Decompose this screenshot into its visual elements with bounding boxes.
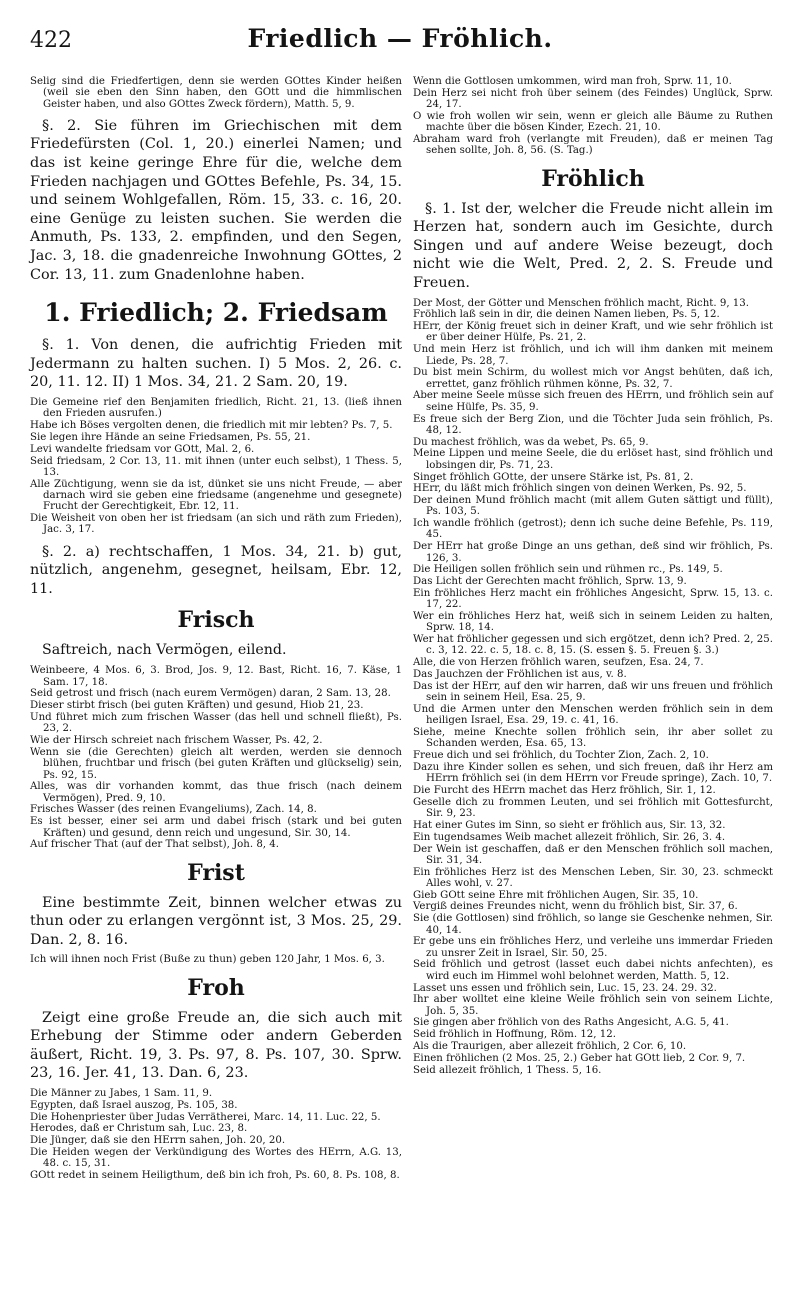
entry: Das ist der HErr, auf den wir harren, daß wir uns freuen und fröhlich sein in seinem Heil, Esa. 25, 9. <box>413 680 773 704</box>
entry: Ein fröhliches Herz macht ein fröhliches Angesicht, Sprw. 15, 13. c. 17, 22. <box>413 587 773 611</box>
paragraph: §. 1. Von denen, die aufrichtig Frieden mit Jedermann zu halten suchen. I) 5 Mos. 2, 26. c. 20, 11. 12. II) 1 Mos. 34, 21. 2 Sam. 20, 19. <box>30 337 402 391</box>
entry: Der HErr hat große Dinge an uns gethan, deß sind wir fröhlich, Ps. 126, 3. <box>413 541 773 564</box>
entry: Sie (die Gottlosen) sind fröhlich, so lange sie Geschenke nehmen, Sir. 40, 14. <box>413 913 773 936</box>
entry: GOtt redet in seinem Heiligthum, deß bin ich froh, Ps. 60, 8. Ps. 108, 8. <box>30 1170 400 1182</box>
entry: Alle Züchtigung, wenn sie da ist, dünket sie uns nicht Freude, — aber darnach wird sie geben eine friedsame (angenehme und gesegnete) Frucht der Gerechtigkeit, Ebr. 12, 11. <box>30 478 402 513</box>
entry: Die Heiligen sollen fröhlich sein und rühmen rc., Ps. 149, 5. <box>413 564 723 576</box>
entry: Und führet mich zum frischen Wasser (das hell und schnell fließt), Ps. 23, 2. <box>30 712 402 735</box>
section-heading: Fröhlich <box>541 165 645 192</box>
entry: Einen fröhlichen (2 Mos. 25, 2.) Geber hat GOtt lieb, 2 Cor. 9, 7. <box>413 1052 746 1064</box>
paragraph: Eine bestimmte Zeit, binnen welcher etwas zu thun oder zu erlangen vergönnt ist, 3 Mos. 25, 29. Dan. 2, 8. 16. <box>30 894 402 948</box>
entry: Freue dich und sei fröhlich, du Tochter Zion, Zach. 2, 10. <box>413 750 709 762</box>
section-heading: Froh <box>187 974 245 1001</box>
entry: Aber meine Seele müsse sich freuen des HErrn, und fröhlich sein auf seine Hülfe, Ps. 35, 9. <box>413 390 773 413</box>
entry: Ein fröhliches Herz ist des Menschen Leben, Sir. 30, 23. schmeckt Alles wohl, v. 27. <box>413 866 773 889</box>
entry: O wie froh wollen wir sein, wenn er gleich alle Bäume zu Ruthen machte über die bösen Kinder, Ezech. 21, 10. <box>413 110 773 134</box>
entry: Dazu ihre Kinder sollen es sehen, und sich freuen, daß ihr Herz am HErrn fröhlich sei (in dem HErrn vor Freude springe), Zach. 10, 7. <box>413 761 773 785</box>
entry: Die Männer zu Jabes, 1 Sam. 11, 9. <box>30 1088 213 1100</box>
entry: Das Licht der Gerechten macht fröhlich, Sprw. 13, 9. <box>413 576 687 588</box>
entry: Und die Armen unter den Menschen werden fröhlich sein in dem heiligen Israel, Esa. 29, 19. c. 41, 16. <box>413 703 773 727</box>
entry: Dieser stirbt frisch (bei guten Kräften) und gesund, Hiob 21, 23. <box>30 700 364 712</box>
entry: Wenn sie (die Gerechten) gleich alt werden, werden sie dennoch blühen, fruchtbar und frisch (bei guten Kräften und glückselig) sein, Ps. 92, 15. <box>30 746 402 781</box>
entry: Weinbeere, 4 Mos. 6, 3. Brod, Jos. 9, 12. Bast, Richt. 16, 7. Käse, 1 Sam. 17, 18. <box>30 665 402 688</box>
page-header <box>30 16 770 56</box>
section-heading: 1. Friedlich; 2. Friedsam <box>44 298 388 328</box>
entry: Habe ich Böses vergolten denen, die friedlich mit mir lebten? Ps. 7, 5. <box>30 420 393 432</box>
entry: Frisches Wasser (des reinen Evangeliums), Zach. 14, 8. <box>30 804 317 816</box>
entry: Seid fröhlich und getrost (lasset euch dabei nichts anfechten), es wird euch im Himmel wohl belohnet werden, Matth. 5, 12. <box>413 959 773 982</box>
entry: Der Wein ist geschaffen, daß er den Menschen fröhlich soll machen, Sir. 31, 34. <box>413 843 773 866</box>
entry: Wie der Hirsch schreiet nach frischem Wasser, Ps. 42, 2. <box>30 735 323 747</box>
entry: Seid getrost und frisch (nach eurem Vermögen) daran, 2 Sam. 13, 28. <box>30 688 391 700</box>
entry: Ein tugendsames Weib machet allezeit fröhlich, Sir. 26, 3. 4. <box>413 831 726 843</box>
entry: Lasset uns essen und fröhlich sein, Luc. 15, 23. 24. 29. 32. <box>413 982 717 994</box>
entry: Sie gingen aber fröhlich von des Raths Angesicht, A.G. 5, 41. <box>413 1017 729 1029</box>
entry: Alle, die von Herzen fröhlich waren, seufzen, Esa. 24, 7. <box>413 657 704 669</box>
entry: Und mein Herz ist fröhlich, und ich will ihm danken mit meinem Liede, Ps. 28, 7. <box>413 344 773 367</box>
entry: Egypten, daß Israel auszog, Ps. 105, 38. <box>30 1099 238 1111</box>
entry: Die Heiden wegen der Verkündigung des Wortes des HErrn, A.G. 13, 48. c. 15, 31. <box>30 1147 402 1170</box>
paragraph: §. 2. a) rechtschaffen, 1 Mos. 34, 21. b) gut, nützlich, angenehm, gesegnet, heilsam, Ebr. 12, 11. <box>30 543 402 597</box>
page-title: Friedlich — Fröhlich. <box>247 24 553 53</box>
entry: Hat einer Gutes im Sinn, so sieht er fröhlich aus, Sir. 13, 32. <box>413 819 726 831</box>
entry: Die Jünger, daß sie den HErrn sahen, Joh. 20, 20. <box>30 1135 286 1147</box>
entry: Das Jauchzen der Fröhlichen ist aus, v. 8. <box>413 669 627 681</box>
entry: Du machest fröhlich, was da webet, Ps. 65, 9. <box>413 436 649 448</box>
entry: Die Weisheit von oben her ist friedsam (an sich und räth zum Frieden), Jac. 3, 17. <box>30 512 402 536</box>
entry: Fröhlich laß sein in dir, die deinen Namen lieben, Ps. 5, 12. <box>413 309 720 321</box>
entry: Wer hat fröhlicher gegessen und sich ergötzet, denn ich? Pred. 2, 25. c. 3, 12. 22. c. 5, 18. c. 8, 15. (S. essen §. 5. Freuen §. 3.) <box>413 634 773 657</box>
entry: HErr, du läßt mich fröhlich singen von deinen Werken, Ps. 92, 5. <box>413 483 747 495</box>
paragraph: §. 1. Ist der, welcher die Freude nicht allein im Herzen hat, sondern auch im Gesichte, durch Singen und auf andere Weise bezeugt, doch nicht wie die Welt, Pred. 2, 2. S. Freude und Freuen. <box>413 200 773 291</box>
right-column <box>413 76 773 1076</box>
entry: Es freue sich der Berg Zion, und die Töchter Juda sein fröhlich, Ps. 48, 12. <box>413 413 773 436</box>
entry: Seid friedsam, 2 Cor. 13, 11. mit ihnen (unter euch selbst), 1 Thess. 5, 13. <box>30 455 402 478</box>
entry: Die Hohenpriester über Judas Verrätherei, Marc. 14, 11. Luc. 22, 5. <box>30 1111 381 1123</box>
entry: Wer ein fröhliches Herz hat, weiß sich in seinem Leiden zu halten, Sprw. 18, 14. <box>413 611 773 634</box>
entry: Ihr aber wolltet eine kleine Weile fröhlich sein von seinem Lichte, Joh. 5, 35. <box>413 994 773 1017</box>
paragraph: Zeigt eine große Freude an, die sich auch mit Erhebung der Stimme oder andern Geberden äußert, Richt. 19, 3. Ps. 97, 8. Ps. 107, 30. Sprw. 23, 16. Jer. 41, 13. Dan. 6, 23. <box>30 1009 402 1082</box>
entry: Wenn die Gottlosen umkommen, wird man froh, Sprw. 11, 10. <box>413 76 732 87</box>
entry: Seid fröhlich in Hoffnung, Röm. 12, 12. <box>413 1029 616 1041</box>
entry: Die Furcht des HErrn machet das Herz fröhlich, Sir. 1, 12. <box>413 785 716 797</box>
paragraph: §. 2. Sie führen im Griechischen mit dem Friedefürsten (Col. 1, 20.) einerlei Namen; und das ist keine geringe Ehre für die, welche dem Frieden nachjagen und GOttes Befehle, Ps. 34, 15. und seinem Wohlgefallen, Röm. 15, 33. c. 16, 20. eine Genüge zu leisten suchen. Sie werden die Anmuth, Ps. 133, 2. empfinden, und den Segen, Jac. 3, 18. die gnadenreiche Inwohnung GOttes, 2 Cor. 13, 11. zum Gnadenlohne haben. <box>30 117 402 283</box>
entry: Alles, was dir vorhanden kommt, das thue frisch (nach deinem Vermögen), Pred. 9, 10. <box>30 781 402 804</box>
entry: Siehe, meine Knechte sollen fröhlich sein, ihr aber sollet zu Schanden werden, Esa. 65, 13. <box>413 727 773 750</box>
entry: Dein Herz sei nicht froh über seinem (des Feindes) Unglück, Sprw. 24, 17. <box>413 87 773 111</box>
section-heading: Frist <box>187 859 245 886</box>
entry: Meine Lippen und meine Seele, die du erlöset hast, sind fröhlich und lobsingen dir, Ps. 71, 23. <box>413 448 773 471</box>
entry: Singet fröhlich GOtte, der unsere Stärke ist, Ps. 81, 2. <box>413 471 694 483</box>
entry: Abraham ward froh (verlangte mit Freuden), daß er meinen Tag sehen sollte, Joh. 8, 56. (S. Tag.) <box>413 133 773 157</box>
entry: Er gebe uns ein fröhliches Herz, und verleihe uns immerdar Frieden zu unsrer Zeit in Israel, Sir. 50, 25. <box>413 936 773 959</box>
page-number: 422 <box>30 28 72 53</box>
entry: Levi wandelte friedsam vor GOtt, Mal. 2, 6. <box>30 443 255 455</box>
section-heading: Frisch <box>177 607 255 634</box>
entry: Gieb GOtt seine Ehre mit fröhlichen Augen, Sir. 35, 10. <box>413 889 699 901</box>
entry: Die Gemeine rief den Benjamiten friedlich, Richt. 21, 13. (ließ ihnen den Frieden ausrufen.) <box>30 397 402 420</box>
entry: Seid allezeit fröhlich, 1 Thess. 5, 16. <box>413 1064 602 1076</box>
entry: Der Most, der Götter und Menschen fröhlich macht, Richt. 9, 13. <box>413 297 750 309</box>
entry: Ich wandle fröhlich (getrost); denn ich suche deine Befehle, Ps. 119, 45. <box>413 518 773 541</box>
definition: Saftreich, nach Vermögen, eilend. <box>42 642 287 659</box>
entry: Vergiß deines Freundes nicht, wenn du fröhlich bist, Sir. 37, 6. <box>413 901 738 913</box>
entry: Herodes, daß er Christum sah, Luc. 23, 8. <box>30 1123 248 1135</box>
entry: Der deinen Mund fröhlich macht (mit allem Guten sättigt und füllt), Ps. 103, 5. <box>413 495 773 518</box>
entry: Du bist mein Schirm, du wollest mich vor Angst behüten, daß ich, errettet, ganz fröhlich rühmen könne, Ps. 32, 7. <box>413 367 773 390</box>
entry: Auf frischer That (auf der That selbst), Joh. 8, 4. <box>30 839 280 851</box>
entry: HErr, der König freuet sich in deiner Kraft, und wie sehr fröhlich ist er über deiner Hülfe, Ps. 21, 2. <box>413 321 773 344</box>
entry: Als die Traurigen, aber allezeit fröhlich, 2 Cor. 6, 10. <box>413 1041 687 1053</box>
left-column <box>30 76 402 1182</box>
entry: Geselle dich zu frommen Leuten, und sei fröhlich mit Gottesfurcht, Sir. 9, 23. <box>413 796 773 820</box>
entry: Ich will ihnen noch Frist (Buße zu thun) geben 120 Jahr, 1 Mos. 6, 3. <box>30 954 385 966</box>
entry: Selig sind die Friedfertigen, denn sie werden GOttes Kinder heißen (weil sie eben den Sinn haben, den GOtt und die himmlischen Geister haben, und also GOttes Zweck fördern), Matth. 5, 9. <box>30 76 402 110</box>
entry: Sie legen ihre Hände an seine Friedsamen, Ps. 55, 21. <box>30 431 311 443</box>
entry: Es ist besser, einer sei arm und dabei frisch (stark und bei guten Kräften) und gesund, denn reich und ungesund, Sir. 30, 14. <box>30 816 402 839</box>
